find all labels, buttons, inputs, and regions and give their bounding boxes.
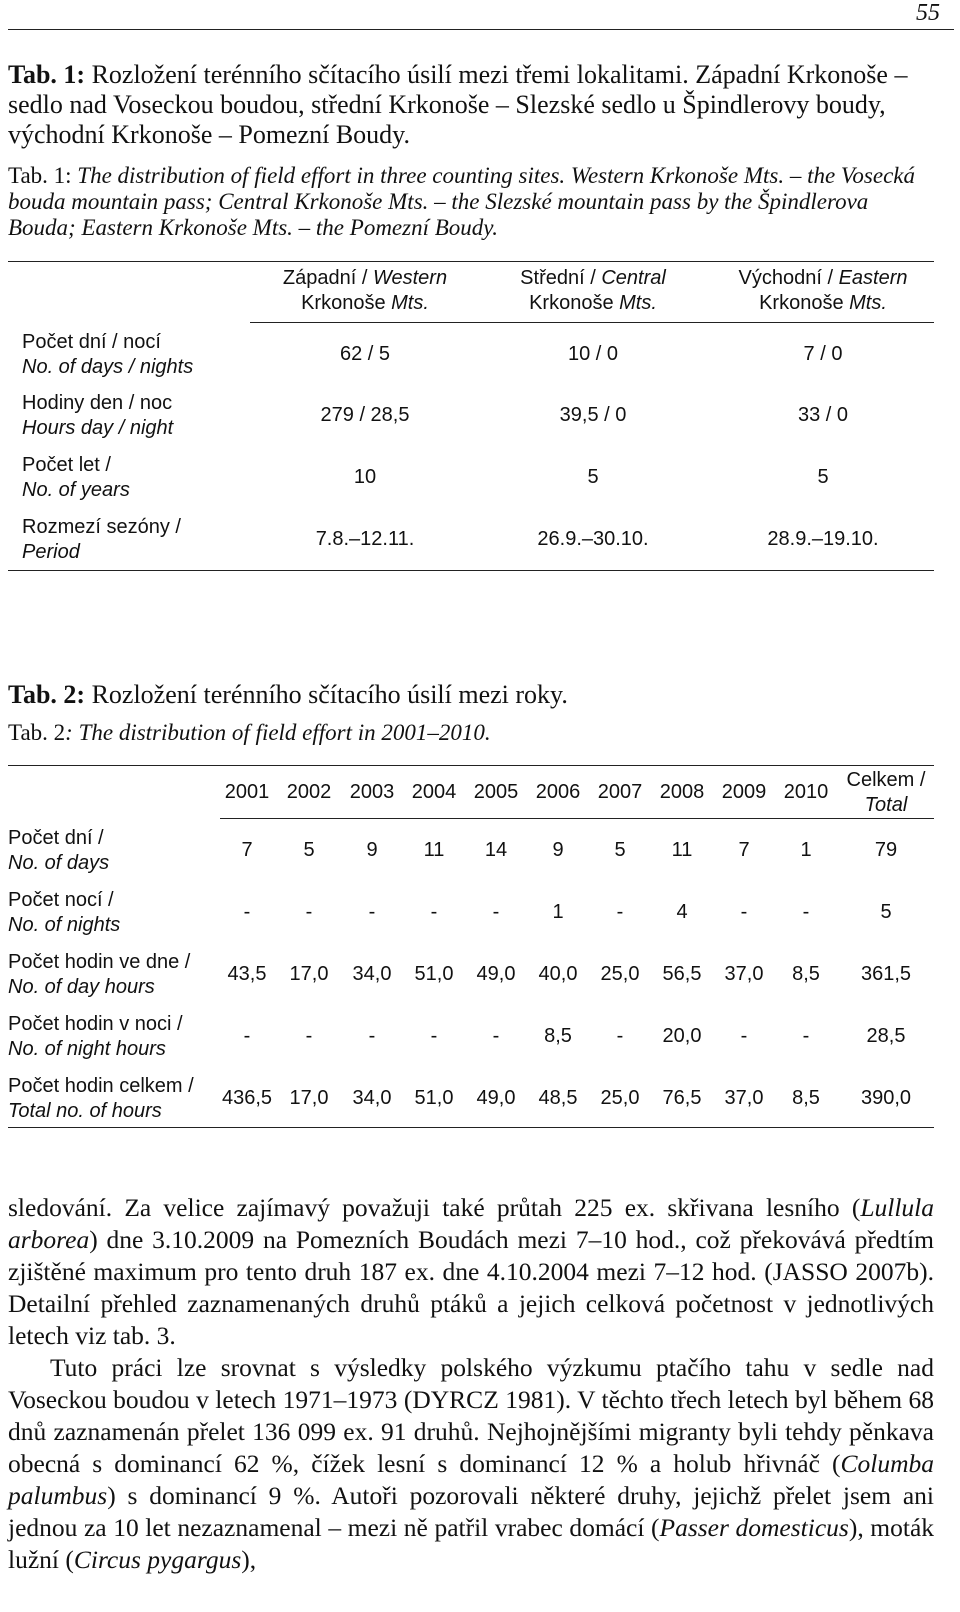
- tab2-caption-cz-text: Rozložení terénního sčítacího úsilí mezi roky.: [91, 680, 568, 709]
- tab1-cell: 28.9.–19.10.: [767, 528, 879, 550]
- tab1-cell: 62 / 5: [339, 343, 391, 365]
- tab2-cell: 37,0: [724, 963, 764, 985]
- tab2-cell: 37,0: [724, 1087, 764, 1109]
- tab1-cell: 5: [817, 466, 829, 488]
- tab2-cell: -: [740, 1025, 748, 1047]
- tab2-cell: 17,0: [289, 1087, 329, 1109]
- table-2-bottom-rule: [8, 1127, 934, 1128]
- tab2-cell: -: [492, 901, 500, 923]
- tab2-year: 2005: [473, 781, 519, 803]
- tab1-caption-en: [8, 163, 938, 241]
- tab2-year: 2001: [224, 781, 270, 803]
- tab2-cell: 9: [366, 839, 378, 861]
- tab2-cell: 20,0: [662, 1025, 702, 1047]
- tab1-col-western: Západní / Western Krkonoše Mts.: [282, 267, 448, 314]
- tab2-caption-en-text: : The distribution of field effort in 2001–2010.: [65, 720, 491, 745]
- tab2-cell: -: [368, 1025, 376, 1047]
- tab2-cell: -: [740, 901, 748, 923]
- tab2-cell: -: [616, 1025, 624, 1047]
- tab1-cell: 39,5 / 0: [559, 404, 627, 426]
- tab2-total-cell: 5: [880, 901, 892, 923]
- tab2-year: 2002: [286, 781, 332, 803]
- tab2-caption-cz-label: Tab. 2:: [8, 680, 86, 709]
- tab1-cell: 10: [353, 466, 377, 488]
- tab2-cell: 5: [303, 839, 315, 861]
- tab2-cell: 436,5: [221, 1087, 273, 1109]
- tab1-cell: 26.9.–30.10.: [537, 528, 649, 550]
- table-1-header-rule: [250, 322, 934, 323]
- tab2-cell: 7: [738, 839, 750, 861]
- tab2-cell: -: [802, 1025, 810, 1047]
- tab2-cell: 49,0: [476, 1087, 516, 1109]
- tab2-cell: 51,0: [414, 1087, 454, 1109]
- tab1-caption-cz-label: Tab. 1:: [8, 60, 86, 89]
- table-1-top-rule: [8, 261, 934, 262]
- header-rule: [8, 29, 954, 30]
- tab2-cell: 34,0: [352, 963, 392, 985]
- tab1-cell: 279 / 28,5: [320, 404, 410, 426]
- table-2-header-rule: [220, 818, 934, 819]
- tab2-caption-cz: [8, 680, 938, 710]
- tab2-cell: -: [802, 901, 810, 923]
- tab2-cell: 14: [484, 839, 508, 861]
- tab2-total-cell: 390,0: [860, 1087, 912, 1109]
- tab2-year: 2003: [349, 781, 395, 803]
- tab1-caption-cz: [8, 60, 938, 150]
- tab1-row-label: Počet let / No. of years: [22, 454, 130, 501]
- tab2-cell: -: [430, 1025, 438, 1047]
- tab2-cell: 48,5: [538, 1087, 578, 1109]
- tab2-cell: 76,5: [662, 1087, 702, 1109]
- tab1-caption-en-text: The distribution of field effort in three counting sites. Western Krkonoše Mts. – the Vosecká bouda mountain pass; Central Krkonoše Mts. – the Slezské mountain pass by the Špindlerova Bouda; Eastern Krkonoše Mts. – the Pomezní Boudy.: [8, 163, 916, 240]
- tab2-cell: 43,5: [227, 963, 267, 985]
- tab2-cell: 25,0: [600, 1087, 640, 1109]
- tab2-cell: 51,0: [414, 963, 454, 985]
- tab2-cell: 11: [423, 839, 445, 861]
- tab2-row-label: Počet hodin celkem / Total no. of hours: [8, 1075, 194, 1122]
- tab2-cell: 17,0: [289, 963, 329, 985]
- tab1-caption-cz-text: Rozložení terénního sčítacího úsilí mezi třemi lokalitami. Západní Krkonoše – sedlo nad Voseckou boudou, střední Krkonoše – Slezské sedlo u Špindlerovy boudy, východní Krkonoše – Pomezní Boudy.: [8, 60, 908, 149]
- tab2-cell: 49,0: [476, 963, 516, 985]
- tab1-row-label: Počet dní / nocí No. of days / nights: [22, 331, 194, 378]
- table-1-bottom-rule: [8, 570, 934, 571]
- tab2-year: 2004: [411, 781, 457, 803]
- page-number: 55: [916, 0, 940, 26]
- tab2-total-cell: 361,5: [860, 963, 912, 985]
- tab2-year: 2008: [659, 781, 705, 803]
- tab2-total-header: Celkem / Total: [846, 769, 926, 816]
- tab2-cell: 9: [552, 839, 564, 861]
- tab2-cell: 8,5: [544, 1025, 572, 1047]
- tab1-cell: 33 / 0: [797, 404, 849, 426]
- tab2-cell: 34,0: [352, 1087, 392, 1109]
- tab1-cell: 7 / 0: [803, 343, 843, 365]
- tab2-cell: 56,5: [662, 963, 702, 985]
- tab1-row-label: Rozmezí sezóny / Period: [22, 516, 181, 563]
- tab2-cell: -: [430, 901, 438, 923]
- tab1-col-central: Střední / Central Krkonoše Mts.: [520, 267, 666, 314]
- paragraph-2: Tuto práci lze srovnat s výsledky polského výzkumu ptačího tahu v sedle nad Voseckou boudou v letech 1971–1973 (DYRCZ 1981). V těchto třech letech byl během 68 dnů zaznamenán přelet 136 099 ex. 91 druhů. Nejhojnějšími migranty byli tehdy pěnkava obecná s dominancí 62 %, čížek lesní s dominancí 12 % a holub hřivnáč (Columba palumbus) s dominancí 9 %. Autoři pozorovali některé druhy, jejichž přelet jsem ani jednou za 10 let nezaznamenal – mezi ně patřil vrabec domácí (Passer domesticus), moták lužní (Circus pygargus),: [8, 1353, 935, 1574]
- tab2-cell: 1: [552, 901, 564, 923]
- paragraph-1: sledování. Za velice zajímavý považuji také průtah 225 ex. skřivana lesního (Lullula arborea) dne 3.10.2009 na Pomezních Boudách mezi 7–10 hod., což překovává předtím zjištěné maximum pro tento druh 187 ex. dne 4.10.2004 mezi 7–12 hod. (JASSO 2007b). Detailní přehled zaznamenaných druhů ptáků a jejich celková početnost v jednotlivých letech viz tab. 3.: [8, 1193, 934, 1350]
- tab1-row-label: Hodiny den / noc Hours day / night: [22, 392, 174, 439]
- tab2-cell: 8,5: [792, 1087, 820, 1109]
- tab1-cell: 5: [587, 466, 599, 488]
- tab2-cell: 25,0: [600, 963, 640, 985]
- tab2-cell: -: [243, 1025, 251, 1047]
- tab2-cell: 40,0: [538, 963, 578, 985]
- tab2-cell: -: [305, 901, 313, 923]
- tab2-year: 2009: [721, 781, 767, 803]
- body-text: [8, 1192, 934, 1576]
- tab2-year: 2010: [783, 781, 829, 803]
- tab2-cell: 8,5: [792, 963, 820, 985]
- tab2-row-label: Počet dní / No. of days: [8, 827, 110, 874]
- tab2-row-label: Počet nocí / No. of nights: [8, 889, 121, 936]
- tab2-year: 2007: [597, 781, 643, 803]
- tab2-cell: -: [243, 901, 251, 923]
- tab2-cell: 7: [241, 839, 253, 861]
- tab2-cell: -: [305, 1025, 313, 1047]
- tab2-cell: 4: [676, 901, 688, 923]
- tab2-row-label: Počet hodin ve dne / No. of day hours: [8, 951, 191, 998]
- tab2-cell: -: [492, 1025, 500, 1047]
- tab1-col-eastern: Východní / Eastern Krkonoše Mts.: [738, 267, 908, 314]
- table-2-top-rule: [8, 765, 934, 766]
- tab2-cell: -: [616, 901, 624, 923]
- tab2-cell: 5: [614, 839, 626, 861]
- tab2-cell: -: [368, 901, 376, 923]
- tab2-year: 2006: [535, 781, 581, 803]
- tab1-cell: 10 / 0: [567, 343, 619, 365]
- tab2-cell: 1: [800, 839, 812, 861]
- tab1-caption-en-label: Tab. 1:: [8, 163, 72, 188]
- tab2-cell: 11: [671, 839, 693, 861]
- tab2-row-label: Počet hodin v noci / No. of night hours: [8, 1013, 183, 1060]
- tab2-total-cell: 28,5: [866, 1025, 906, 1047]
- tab2-caption-en: [8, 720, 938, 746]
- tab1-cell: 7.8.–12.11.: [315, 528, 415, 550]
- tab2-total-cell: 79: [874, 839, 898, 861]
- tab2-caption-en-label: Tab. 2: [8, 720, 66, 745]
